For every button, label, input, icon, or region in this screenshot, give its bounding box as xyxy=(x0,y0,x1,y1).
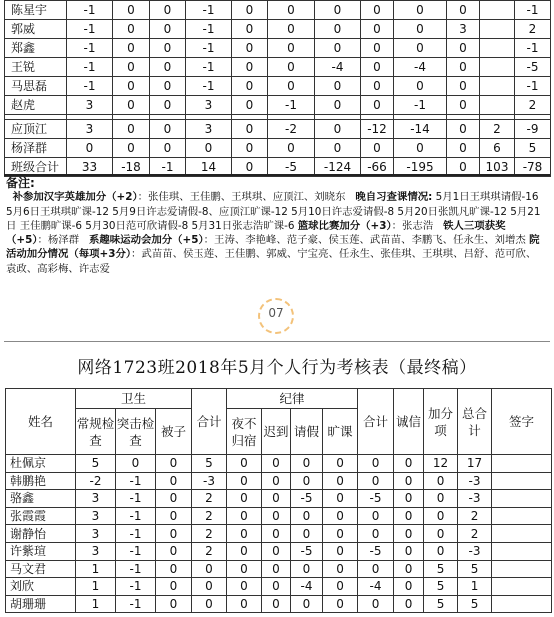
value-cell: 0 xyxy=(262,525,291,543)
note-text-basketball: ：张志浩 xyxy=(391,219,437,232)
value-cell: 0 xyxy=(394,20,447,39)
value-cell: 0 xyxy=(156,560,192,578)
value-cell: -5 xyxy=(358,490,394,508)
value-cell: 0 xyxy=(156,578,192,596)
value-cell: 0 xyxy=(358,455,394,473)
value-cell: 14 xyxy=(186,158,232,177)
value-cell: 0 xyxy=(447,39,480,58)
value-cell: 0 xyxy=(186,139,232,158)
value-cell: 0 xyxy=(232,1,268,20)
name-cell: 陈星宇 xyxy=(5,1,67,20)
value-cell: 0 xyxy=(227,507,262,525)
header-bonus: 加分项 xyxy=(424,389,458,455)
name-cell: 谢静怡 xyxy=(6,525,76,543)
name-cell: 韩鹏艳 xyxy=(6,472,76,490)
table-row xyxy=(5,77,551,96)
value-cell: -1 xyxy=(186,39,232,58)
value-cell: 2 xyxy=(515,96,551,115)
value-cell: 0 xyxy=(150,77,186,96)
name-cell: 骆鑫 xyxy=(6,490,76,508)
value-cell: 0 xyxy=(232,96,268,115)
header-late: 迟到 xyxy=(262,409,291,455)
value-cell: 0 xyxy=(315,39,361,58)
value-cell: -78 xyxy=(515,158,551,177)
value-cell: -5 xyxy=(515,58,551,77)
value-cell: 0 xyxy=(156,472,192,490)
value-cell: -1 xyxy=(116,560,156,578)
value-cell: 0 xyxy=(150,1,186,20)
value-cell: -1 xyxy=(67,77,113,96)
value-cell: 0 xyxy=(394,472,424,490)
value-cell: 0 xyxy=(323,490,358,508)
value-cell: -5 xyxy=(291,542,323,560)
value-cell: 0 xyxy=(113,77,150,96)
value-cell: 0 xyxy=(268,77,315,96)
value-cell: 0 xyxy=(394,455,424,473)
header-surprise-check: 突击检查 xyxy=(116,409,156,455)
header-discipline: 纪律 xyxy=(227,389,358,409)
value-cell: 5 xyxy=(515,139,551,158)
value-cell: 0 xyxy=(358,560,394,578)
note-label-activities: 院活动加分情况（每项+3分） xyxy=(6,234,540,261)
empty-cell xyxy=(480,96,515,115)
value-cell: 2 xyxy=(192,507,227,525)
value-cell: 1 xyxy=(458,578,492,596)
value-cell: -1 xyxy=(116,490,156,508)
value-cell: 0 xyxy=(113,96,150,115)
table-row xyxy=(6,455,552,473)
value-cell: 0 xyxy=(447,58,480,77)
header-hygiene: 卫生 xyxy=(76,389,192,409)
value-cell: 0 xyxy=(262,455,291,473)
note-label-hanzi: 补参加汉字英雄加分（+2） xyxy=(12,191,138,204)
value-cell: 12 xyxy=(424,455,458,473)
value-cell: 0 xyxy=(424,472,458,490)
value-cell: 6 xyxy=(480,139,515,158)
value-cell: -66 xyxy=(361,158,394,177)
value-cell: 0 xyxy=(394,525,424,543)
value-cell: 0 xyxy=(227,490,262,508)
value-cell: 0 xyxy=(227,595,262,613)
value-cell: 33 xyxy=(67,158,113,177)
table-row xyxy=(6,542,552,560)
value-cell: 0 xyxy=(291,525,323,543)
empty-cell xyxy=(480,1,515,20)
header-absent: 旷课 xyxy=(323,409,358,455)
value-cell: -1 xyxy=(186,1,232,20)
value-cell: 0 xyxy=(323,595,358,613)
name-cell: 胡珊珊 xyxy=(6,595,76,613)
value-cell: 0 xyxy=(315,77,361,96)
page-separator xyxy=(4,341,550,342)
name-cell: 郑鑫 xyxy=(5,39,67,58)
value-cell: 0 xyxy=(262,542,291,560)
value-cell: 0 xyxy=(262,490,291,508)
value-cell: 2 xyxy=(458,525,492,543)
value-cell: -1 xyxy=(186,58,232,77)
header-quilt: 被子 xyxy=(156,409,192,455)
notes-heading: 备注: xyxy=(6,176,35,190)
value-cell: 0 xyxy=(232,39,268,58)
note-text-activities: ：武苗苗、侯玉莲、王佳鹏、郭威、宁宝亮、任永生、张佳琪、王琪琪、吕舒、范可欣、袁政、高彩梅、许志爱 xyxy=(6,248,537,275)
value-cell: 0 xyxy=(67,139,113,158)
table-row xyxy=(5,120,551,139)
value-cell: 0 xyxy=(227,472,262,490)
value-cell: 0 xyxy=(358,595,394,613)
value-cell: 0 xyxy=(447,120,480,139)
value-cell: 0 xyxy=(394,507,424,525)
name-cell: 张霞霞 xyxy=(6,507,76,525)
name-cell: 马思磊 xyxy=(5,77,67,96)
value-cell: 0 xyxy=(156,455,192,473)
value-cell: 0 xyxy=(323,542,358,560)
value-cell: -1 xyxy=(116,525,156,543)
header-name: 姓名 xyxy=(6,389,76,455)
value-cell: 0 xyxy=(262,560,291,578)
note-label-basketball: 篮球比赛加分（+3） xyxy=(297,219,392,232)
value-cell: 5 xyxy=(192,455,227,473)
value-cell: 0 xyxy=(268,1,315,20)
value-cell: 0 xyxy=(394,560,424,578)
value-cell: 1 xyxy=(76,560,116,578)
value-cell: -3 xyxy=(458,490,492,508)
value-cell: 0 xyxy=(323,507,358,525)
value-cell: 0 xyxy=(192,578,227,596)
signature-cell xyxy=(492,595,552,613)
value-cell: -1 xyxy=(67,39,113,58)
value-cell: 0 xyxy=(424,507,458,525)
value-cell: 0 xyxy=(315,1,361,20)
value-cell: 5 xyxy=(424,578,458,596)
value-cell: 0 xyxy=(113,20,150,39)
page-number: 07 xyxy=(268,306,284,320)
value-cell: -5 xyxy=(358,542,394,560)
table-row xyxy=(5,39,551,58)
value-cell: 2 xyxy=(192,525,227,543)
table-row xyxy=(6,525,552,543)
name-cell: 应顶江 xyxy=(5,120,67,139)
value-cell: 0 xyxy=(150,139,186,158)
value-cell: 0 xyxy=(150,96,186,115)
value-cell: 0 xyxy=(150,39,186,58)
value-cell: -4 xyxy=(358,578,394,596)
value-cell: 17 xyxy=(458,455,492,473)
value-cell: 0 xyxy=(361,77,394,96)
value-cell: 1 xyxy=(76,595,116,613)
value-cell: -5 xyxy=(291,490,323,508)
value-cell: -1 xyxy=(116,542,156,560)
value-cell: 0 xyxy=(232,77,268,96)
value-cell: 0 xyxy=(394,77,447,96)
value-cell: 0 xyxy=(192,595,227,613)
value-cell: 0 xyxy=(156,542,192,560)
signature-cell xyxy=(492,472,552,490)
value-cell: 2 xyxy=(480,120,515,139)
value-cell: 0 xyxy=(150,20,186,39)
value-cell: 0 xyxy=(424,542,458,560)
value-cell: -1 xyxy=(515,1,551,20)
value-cell: 0 xyxy=(315,96,361,115)
value-cell: 0 xyxy=(323,455,358,473)
value-cell: 3 xyxy=(67,96,113,115)
value-cell: 2 xyxy=(515,20,551,39)
value-cell: -2 xyxy=(268,120,315,139)
value-cell: 3 xyxy=(447,20,480,39)
value-cell: 0 xyxy=(361,58,394,77)
value-cell: 0 xyxy=(150,120,186,139)
value-cell: -3 xyxy=(458,542,492,560)
value-cell: 5 xyxy=(76,455,116,473)
value-cell: -1 xyxy=(186,20,232,39)
top-score-table xyxy=(4,0,551,177)
name-cell: 王锐 xyxy=(5,58,67,77)
value-cell: 5 xyxy=(424,595,458,613)
value-cell: 0 xyxy=(227,455,262,473)
value-cell: 0 xyxy=(394,578,424,596)
name-cell: 杜佩京 xyxy=(6,455,76,473)
value-cell: 2 xyxy=(192,490,227,508)
value-cell: 0 xyxy=(262,507,291,525)
header-leave: 请假 xyxy=(291,409,323,455)
value-cell: 0 xyxy=(113,139,150,158)
note-text-hanzi: ：张佳琪、王佳鹏、王琪琪、应顶江、刘晓东 xyxy=(137,191,346,204)
value-cell: 0 xyxy=(268,20,315,39)
header-signature: 签字 xyxy=(492,389,552,455)
value-cell: -1 xyxy=(515,77,551,96)
header-routine-check: 常规检查 xyxy=(76,409,116,455)
value-cell: 0 xyxy=(232,58,268,77)
value-cell: 0 xyxy=(315,120,361,139)
value-cell: 0 xyxy=(262,595,291,613)
header-grand-total: 总合计 xyxy=(458,389,492,455)
note-text-triathlon: ：杨泽群 xyxy=(37,234,83,247)
value-cell: 3 xyxy=(186,120,232,139)
value-cell: 0 xyxy=(113,1,150,20)
value-cell: -1 xyxy=(515,39,551,58)
signature-cell xyxy=(492,507,552,525)
empty-cell xyxy=(480,58,515,77)
assessment-table xyxy=(5,388,552,613)
table-row xyxy=(5,96,551,115)
value-cell: 0 xyxy=(291,560,323,578)
value-cell: 0 xyxy=(361,20,394,39)
table-row xyxy=(6,507,552,525)
value-cell: 0 xyxy=(268,58,315,77)
value-cell: -1 xyxy=(186,77,232,96)
header-night-out: 夜不归宿 xyxy=(227,409,262,455)
value-cell: -1 xyxy=(150,158,186,177)
value-cell: 0 xyxy=(315,20,361,39)
table-row xyxy=(6,578,552,596)
value-cell: 0 xyxy=(227,542,262,560)
notes-body xyxy=(6,190,546,276)
value-cell: 0 xyxy=(156,595,192,613)
table-row xyxy=(5,1,551,20)
value-cell: 3 xyxy=(76,542,116,560)
signature-cell xyxy=(492,560,552,578)
value-cell: 0 xyxy=(227,525,262,543)
value-cell: 3 xyxy=(76,525,116,543)
name-cell: 刘欣 xyxy=(6,578,76,596)
value-cell: 0 xyxy=(262,578,291,596)
value-cell: 3 xyxy=(76,490,116,508)
table-row xyxy=(6,490,552,508)
value-cell: -1 xyxy=(394,96,447,115)
value-cell: 0 xyxy=(358,525,394,543)
value-cell: -1 xyxy=(116,595,156,613)
value-cell: 0 xyxy=(447,77,480,96)
value-cell: 0 xyxy=(394,139,447,158)
header-total2: 合计 xyxy=(358,389,394,455)
value-cell: -4 xyxy=(315,58,361,77)
value-cell: 0 xyxy=(394,595,424,613)
value-cell: 0 xyxy=(358,472,394,490)
note-label-triathlon: 铁人三项获奖（+5） xyxy=(6,219,506,247)
value-cell: -5 xyxy=(268,158,315,177)
value-cell: 5 xyxy=(458,560,492,578)
value-cell: 0 xyxy=(291,455,323,473)
name-cell: 赵虎 xyxy=(5,96,67,115)
note-label-sports: 系趣味运动会加分（+5） xyxy=(89,234,204,247)
value-cell: -1 xyxy=(67,58,113,77)
value-cell: 0 xyxy=(156,490,192,508)
name-cell: 班级合计 xyxy=(5,158,67,177)
value-cell: 0 xyxy=(192,560,227,578)
table-row xyxy=(6,472,552,490)
value-cell: 0 xyxy=(232,20,268,39)
signature-cell xyxy=(492,455,552,473)
value-cell: 0 xyxy=(394,39,447,58)
value-cell: 0 xyxy=(394,490,424,508)
value-cell: 0 xyxy=(358,507,394,525)
value-cell: 0 xyxy=(323,560,358,578)
value-cell: 0 xyxy=(291,472,323,490)
value-cell: -1 xyxy=(116,507,156,525)
name-cell: 郭威 xyxy=(5,20,67,39)
signature-cell xyxy=(492,542,552,560)
table-row xyxy=(6,560,552,578)
empty-cell xyxy=(480,20,515,39)
value-cell: 5 xyxy=(458,595,492,613)
value-cell: -1 xyxy=(67,20,113,39)
value-cell: 0 xyxy=(447,1,480,20)
value-cell: 0 xyxy=(268,139,315,158)
value-cell: 0 xyxy=(424,525,458,543)
value-cell: -124 xyxy=(315,158,361,177)
value-cell: 0 xyxy=(268,39,315,58)
value-cell: 0 xyxy=(156,525,192,543)
value-cell: 0 xyxy=(156,507,192,525)
page-number-badge xyxy=(258,298,294,334)
name-cell: 许紫瑄 xyxy=(6,542,76,560)
note-label-evening: 晚自习查课情况: xyxy=(355,191,433,204)
value-cell: 2 xyxy=(192,542,227,560)
value-cell: 0 xyxy=(116,455,156,473)
note-text-sports: ：王涛、李艳峰、范子豪、侯玉莲、武苗苗、李鹏飞、任永生、刘增杰 xyxy=(203,234,530,247)
table-row xyxy=(6,595,552,613)
value-cell: 0 xyxy=(291,507,323,525)
value-cell: -12 xyxy=(361,120,394,139)
value-cell: 0 xyxy=(424,490,458,508)
value-cell: -1 xyxy=(268,96,315,115)
value-cell: 0 xyxy=(394,1,447,20)
name-cell: 杨泽群 xyxy=(5,139,67,158)
value-cell: -3 xyxy=(192,472,227,490)
table-row xyxy=(5,20,551,39)
value-cell: -14 xyxy=(394,120,447,139)
value-cell: 0 xyxy=(227,578,262,596)
value-cell: 0 xyxy=(361,96,394,115)
value-cell: -3 xyxy=(458,472,492,490)
value-cell: -4 xyxy=(291,578,323,596)
value-cell: 0 xyxy=(361,1,394,20)
note-text-evening: 5月1日王琪琪请假-16 5月6日王琪琪旷课-12 5月9日许志爱请假-8、应顶江旷课-12 5月10日许志爱请假-8 5月20日张凯凡旷课-12 5月21日 王佳鹏旷课-6 5月30日范可欣请假-8 5月31日张志浩旷课-6 xyxy=(6,191,541,232)
value-cell: 0 xyxy=(447,96,480,115)
value-cell: 0 xyxy=(232,158,268,177)
empty-cell xyxy=(480,77,515,96)
value-cell: -1 xyxy=(67,1,113,20)
value-cell: -4 xyxy=(394,58,447,77)
value-cell: 0 xyxy=(232,139,268,158)
signature-cell xyxy=(492,490,552,508)
value-cell: 0 xyxy=(323,472,358,490)
value-cell: 5 xyxy=(424,560,458,578)
value-cell: 0 xyxy=(394,542,424,560)
value-cell: 0 xyxy=(315,139,361,158)
value-cell: 0 xyxy=(447,139,480,158)
header-total1: 合计 xyxy=(192,389,227,455)
value-cell: 3 xyxy=(67,120,113,139)
notes-section xyxy=(6,176,546,276)
value-cell: -1 xyxy=(116,578,156,596)
value-cell: 0 xyxy=(232,120,268,139)
value-cell: 0 xyxy=(361,39,394,58)
value-cell: 0 xyxy=(113,120,150,139)
value-cell: 0 xyxy=(227,560,262,578)
value-cell: -18 xyxy=(113,158,150,177)
value-cell: -1 xyxy=(116,472,156,490)
signature-cell xyxy=(492,578,552,596)
value-cell: 0 xyxy=(113,39,150,58)
header-integrity: 诚信 xyxy=(394,389,424,455)
value-cell: 0 xyxy=(447,158,480,177)
table-row xyxy=(5,139,551,158)
value-cell: 3 xyxy=(186,96,232,115)
value-cell: 0 xyxy=(150,58,186,77)
value-cell: -195 xyxy=(394,158,447,177)
assessment-title: 网络1723班2018年5月个人行为考核表（最终稿） xyxy=(77,358,477,378)
value-cell: 0 xyxy=(113,58,150,77)
name-cell: 马文君 xyxy=(6,560,76,578)
table-row xyxy=(5,58,551,77)
value-cell: 0 xyxy=(262,472,291,490)
empty-cell xyxy=(480,39,515,58)
value-cell: 3 xyxy=(76,507,116,525)
value-cell: 0 xyxy=(323,578,358,596)
value-cell: 0 xyxy=(291,595,323,613)
value-cell: 103 xyxy=(480,158,515,177)
value-cell: -9 xyxy=(515,120,551,139)
signature-cell xyxy=(492,525,552,543)
value-cell: 1 xyxy=(76,578,116,596)
value-cell: 0 xyxy=(361,139,394,158)
value-cell: -2 xyxy=(76,472,116,490)
value-cell: 0 xyxy=(323,525,358,543)
value-cell: 2 xyxy=(458,507,492,525)
